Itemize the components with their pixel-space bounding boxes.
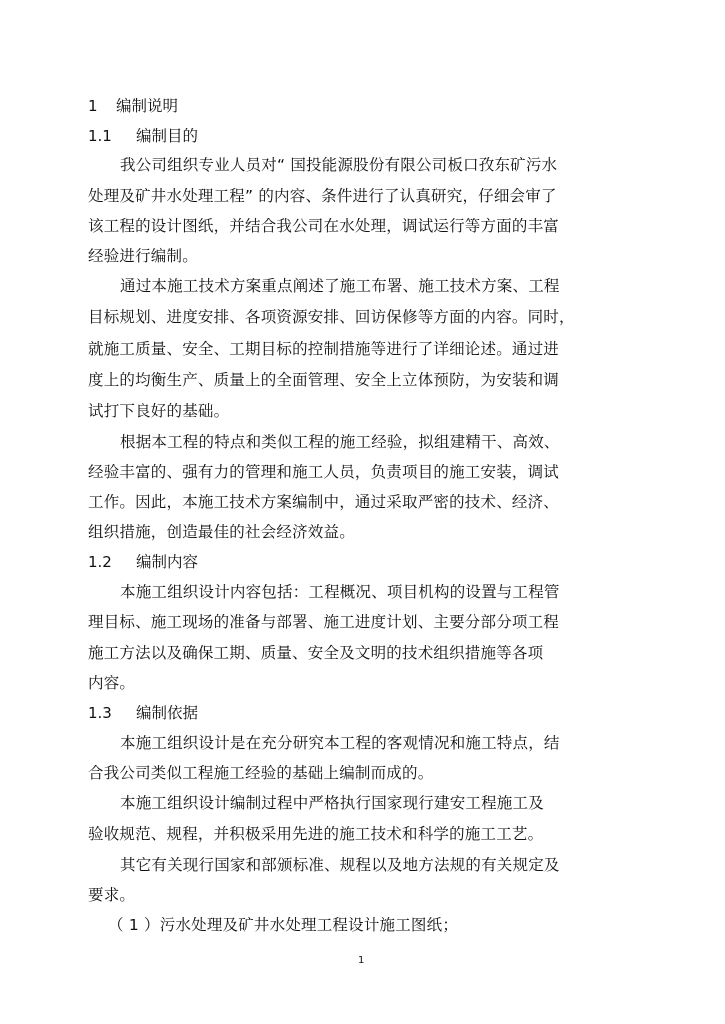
section-number: 1.1 (88, 127, 112, 145)
paragraph-line: 处理及矿井水处理工程” 的内容、条件进行了认真研究，仔细会审了 (88, 187, 557, 205)
paragraph-line: 本施工组织设计内容包括：工程概况、项目机构的设置与工程管 (120, 583, 560, 601)
paragraph-line: 施工方法以及确保工期、质量、安全及文明的技术组织措施等各项 (88, 644, 544, 662)
heading-title: 编制说明 (116, 97, 179, 115)
section-number: 1.2 (88, 553, 112, 571)
paragraph-line: 我公司组织专业人员对“ 国投能源股份有限公司板口孜东矿污水 (120, 156, 558, 174)
paragraph-line: 组织措施，创造最佳的社会经济效益。 (88, 523, 355, 541)
section-number: 1.3 (88, 704, 112, 722)
paragraph-line: 就施工质量、安全、工期目标的控制措施等进行了详细论述。通过进 (88, 340, 560, 358)
paragraph-line: 本施工组织设计是在充分研究本工程的客观情况和施工特点，结 (120, 734, 560, 752)
paragraph-line: 要求。 (88, 886, 136, 904)
paragraph-line: 经验丰富的、强有力的管理和施工人员，负责项目的施工安装，调试 (88, 463, 560, 481)
list-item: （ 1 ）污水处理及矿井水处理工程设计施工图纸； (108, 916, 459, 934)
paragraph-line: 本施工组织设计编制过程中严格执行国家现行建安工程施工及 (120, 794, 544, 812)
page-number: 1 (358, 955, 365, 966)
heading-number: 1 (88, 97, 98, 115)
paragraph-line: 验收规范、规程，并积极采用先进的施工技术和科学的施工工艺。 (88, 825, 544, 843)
paragraph-line: 根据本工程的特点和类似工程的施工经验，拟组建精干、高效、 (120, 433, 560, 451)
paragraph-line: 目标规划、进度安排、各项资源安排、回访保修等方面的内容。同时， (88, 308, 575, 326)
paragraph-line: 经验进行编制。 (88, 247, 198, 265)
paragraph-line: 内容。 (88, 674, 136, 692)
section-title: 编制内容 (136, 553, 199, 571)
paragraph-line: 试打下良好的基础。 (88, 402, 230, 420)
paragraph-line: 度上的均衡生产、质量上的全面管理、安全上立体预防，为安装和调 (88, 371, 560, 389)
paragraph-line: 理目标、施工现场的准备与部署、施工进度计划、主要分部分项工程 (88, 613, 560, 631)
paragraph-line: 该工程的设计图纸，并结合我公司在水处理，调试运行等方面的丰富 (88, 217, 560, 235)
section-title: 编制目的 (136, 127, 199, 145)
paragraph-line: 工作。因此，本施工技术方案编制中，通过采取严密的技术、经济、 (88, 493, 560, 511)
section-title: 编制依据 (136, 704, 199, 722)
paragraph-line: 通过本施工技术方案重点阐述了施工布署、施工技术方案、工程 (120, 277, 560, 295)
paragraph-line: 合我公司类似工程施工经验的基础上编制而成的。 (88, 764, 434, 782)
paragraph-line: 其它有关现行国家和部颁标准、规程以及地方法规的有关规定及 (120, 856, 560, 874)
